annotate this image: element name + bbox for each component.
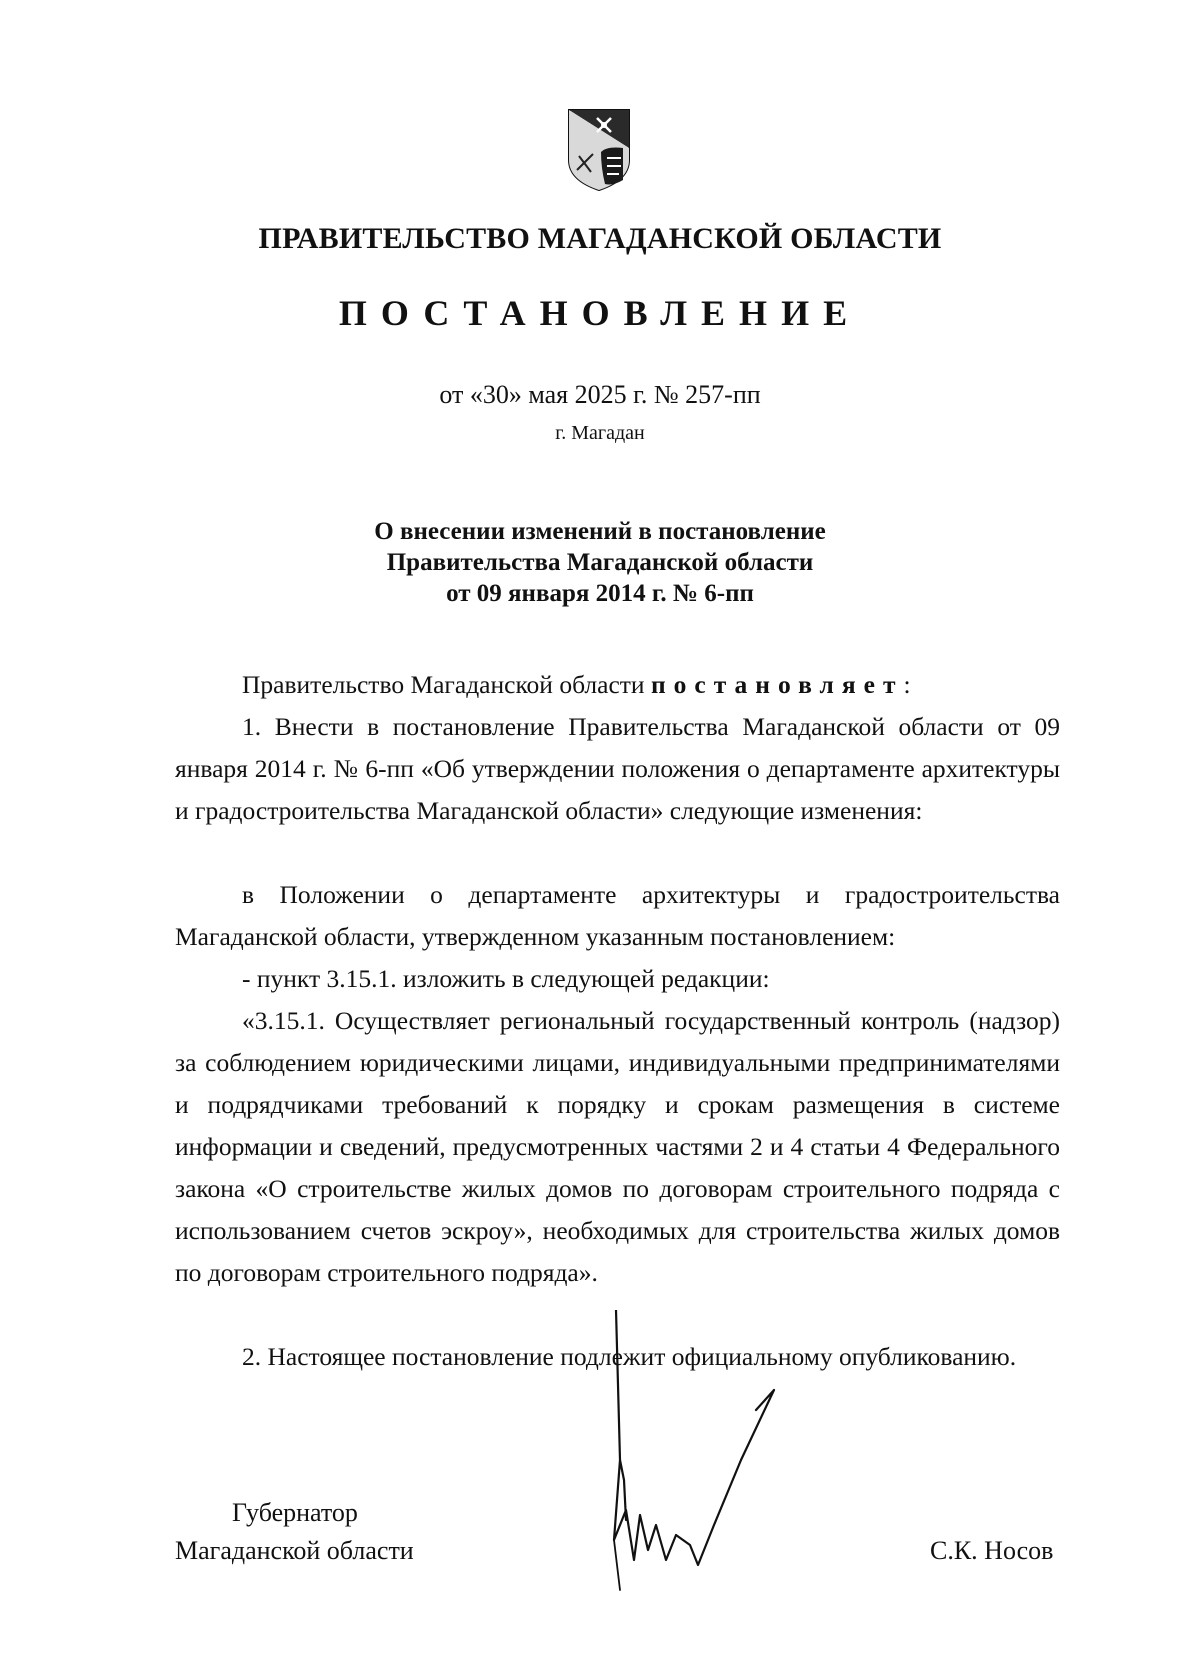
handwritten-signature (596, 1310, 826, 1600)
document-type: ПОСТАНОВЛЕНИЕ (338, 293, 862, 333)
resolve-suffix: : (903, 670, 911, 699)
signatory-title-line-1: Губернатор (232, 1498, 358, 1527)
item-1-detail-paragraph: в Положении о департаменте архитектуры и градостроительства Магаданской области, утвержденном указанным постановлением: (175, 880, 1060, 951)
document-title-line-2: Правительства Магаданской области (386, 549, 814, 576)
item-1-point-paragraph: - пункт 3.15.1. изложить в следующей редакции: (242, 964, 770, 993)
signatory-title-line-2: Магаданской области (175, 1536, 414, 1565)
item-2-paragraph: 2. Настоящее постановление подлежит официальному опубликованию. (242, 1342, 1017, 1371)
document-title-line-3: от 09 января 2014 г. № 6-пп (446, 580, 754, 607)
government-name: ПРАВИТЕЛЬСТВО МАГАДАНСКОЙ ОБЛАСТИ (258, 222, 942, 255)
document-date-number: от «30» мая 2025 г. № 257-пп (439, 380, 761, 409)
resolve-prefix: Правительство Магаданской области (242, 670, 651, 699)
resolve-word: постановляет (650, 670, 904, 699)
signatory-name: С.К. Носов (930, 1536, 1054, 1565)
coat-of-arms-icon (567, 108, 631, 192)
document-title-line-1: О внесении изменений в постановление (374, 518, 826, 545)
item-1-paragraph: 1. Внести в постановление Правительства Магаданской области от 09 января 2014 г. № 6-пп «Об утверждении положения о департаменте архитектуры и градостроительства Магаданской области» следующие изменения: (175, 712, 1060, 825)
resolve-paragraph (175, 664, 1060, 706)
document-city: г. Магадан (555, 422, 645, 444)
item-1-quote-paragraph: «3.15.1. Осуществляет региональный государственный контроль (надзор) за соблюдением юридическими лицами, индивидуальными предпринимателями и подрядчиками требований к порядку и срокам размещения в системе информации и сведений, предусмотренных частями 2 и 4 статьи 4 Федерального закона «О строительстве жилых домов по договорам строительного подряда с использованием счетов эскроу», необходимых для строительства жилых домов по договорам строительного подряда». (175, 1006, 1060, 1287)
